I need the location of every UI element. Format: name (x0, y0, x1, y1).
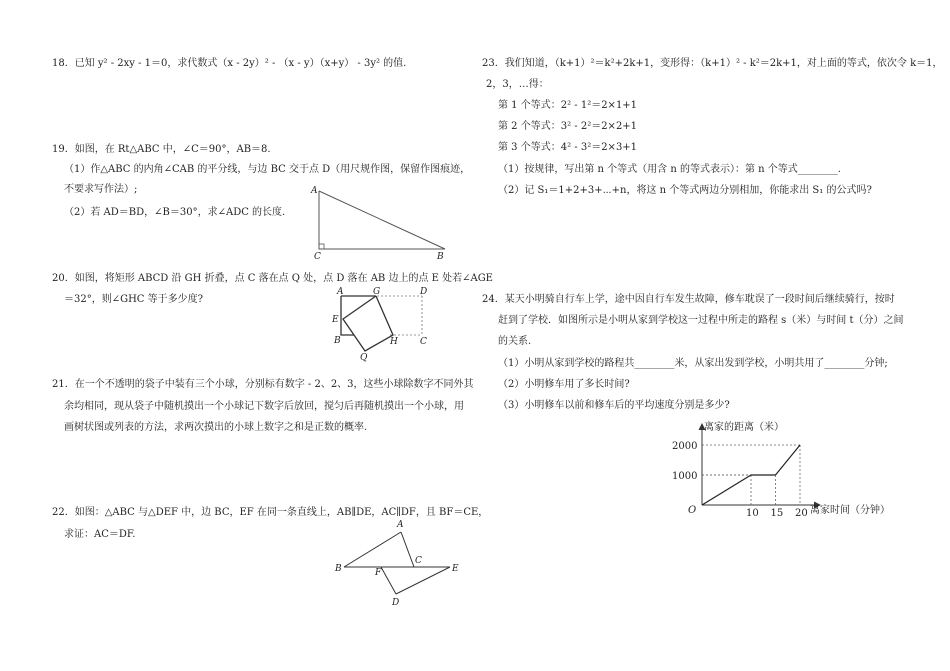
question-24-line3: 的关系. (498, 336, 532, 347)
q20-label-g: G (373, 287, 381, 297)
q20-label-d: D (420, 287, 428, 297)
q19-label-b: B (437, 252, 444, 262)
question-23-equation-2: 第 2 个等式：3² - 2²＝2×2+1 (498, 121, 638, 132)
q22-triangles-figure (330, 515, 470, 610)
question-21-line2: 余均相同，现从袋子中随机摸出一个小球记下数字后放回，搅匀后再随机摸出一个小球，用 (64, 401, 464, 412)
chart-x-tick-label: 15 (770, 508, 784, 519)
q19-triangle-figure (305, 183, 460, 263)
q22-label-c: C (415, 556, 422, 566)
q20-label-b: B (334, 336, 341, 346)
question-18: 18．已知 y² - 2xy - 1＝0，求代数式（x - 2y）² - （x - y）（x+y） - 3y² 的值. (52, 58, 407, 69)
q20-rectangle-figure (328, 285, 438, 365)
q19-label-c: C (314, 252, 321, 262)
q20-label-q: Q (360, 353, 368, 363)
q22-label-a: A (397, 520, 404, 530)
question-19-part1-b: 不要求写作法）; (64, 184, 138, 195)
chart-x-tick-label: 10 (746, 508, 759, 519)
chart-series-segment (702, 475, 751, 505)
chart-x-label: 离家时间（分钟） (810, 505, 890, 516)
question-24-part1: （1）小明从家到学校的路程共________米，从家出发到学校，小明共用了________分钟; (498, 358, 888, 369)
question-21-line1: 21．在一个不透明的袋子中装有三个小球，分别标有数字 - 2、2、3，这些小球除数字不同外其 (52, 379, 474, 390)
question-20-line2: ＝32°，则∠GHC 等于多少度? (64, 294, 204, 305)
question-20-line1: 20．如图，将矩形 ABCD 沿 GH 折叠，点 C 落在点 Q 处，点 D 落在 AB 边上的点 E 处若∠AGE (52, 273, 493, 284)
chart-y-tick-label: 2000 (672, 441, 698, 452)
chart-y-label: 离家的距离（米） (704, 422, 784, 433)
question-19-part1-a: （1）作△ABC 的内角∠CAB 的平分线，与边 BC 交于点 D（用尺规作图，保留作图痕迹， (64, 164, 471, 175)
question-22-line2: 求证：AC＝DF. (64, 529, 136, 540)
question-24-line1: 24．某天小明骑自行车上学，途中因自行车发生故障，修车耽误了一段时间后继续骑行，按时 (482, 294, 895, 305)
question-23-line2: 2，3，…得： (486, 79, 549, 90)
q22-label-e: E (452, 564, 459, 574)
question-24-part3: （3）小明修车以前和修车后的平均速度分别是多少? (498, 400, 730, 411)
question-24-part2: （2）小明修车用了多长时间? (498, 379, 630, 390)
question-19-stem: 19．如图，在 Rt△ABC 中，∠C＝90°，AB＝8. (52, 144, 271, 155)
chart-y-tick-label: 1000 (672, 471, 698, 482)
question-23-part2: （2）记 S₁＝1+2+3+⋯+n，将这 n 个等式两边分别相加，你能求出 S₁ 的公式吗? (498, 185, 872, 196)
q20-label-h: H (390, 337, 398, 347)
question-24-line2: 赶到了学校．如图所示是小明从家到学校这一过程中所走的路程 s（米）与时间 t（分）之间 (498, 315, 904, 326)
chart-series-segment (776, 445, 801, 475)
q20-label-c: C (420, 337, 427, 347)
q22-label-d: D (392, 598, 400, 608)
question-23-part1: （1）按规律，写出第 n 个等式（用含 n 的等式表示）：第 n 个等式________. (498, 164, 841, 175)
question-19-part2: （2）若 AD＝BD，∠B＝30°，求∠ADC 的长度. (64, 207, 286, 218)
question-22-line1: 22．如图：△ABC 与△DEF 中，边 BC，EF 在同一条直线上，AB∥DE，AC∥DF，且 BF＝CE， (52, 507, 489, 518)
q20-label-a: A (337, 287, 344, 297)
q20-label-e: E (332, 315, 339, 325)
question-23-equation-3: 第 3 个等式：4² - 3²＝2×3+1 (498, 142, 638, 153)
question-23-line1: 23．我们知道，（k+1）²＝k²+2k+1，变形得：（k+1）² - k²＝2k+1，对上面的等式，依次令 k＝1， (482, 58, 943, 69)
q19-label-a: A (311, 186, 318, 196)
question-21-line3: 画树状图或列表的方法，求两次摸出的小球上数字之和是正数的概率. (64, 422, 368, 433)
chart-origin-label: O (688, 505, 697, 516)
question-23-equation-1: 第 1 个等式：2² - 1²＝2×1+1 (498, 100, 638, 111)
q22-label-b: B (335, 564, 342, 574)
chart-x-tick-label: 20 (795, 508, 808, 519)
q22-label-f: F (375, 568, 382, 578)
distance-time-chart (660, 418, 910, 523)
